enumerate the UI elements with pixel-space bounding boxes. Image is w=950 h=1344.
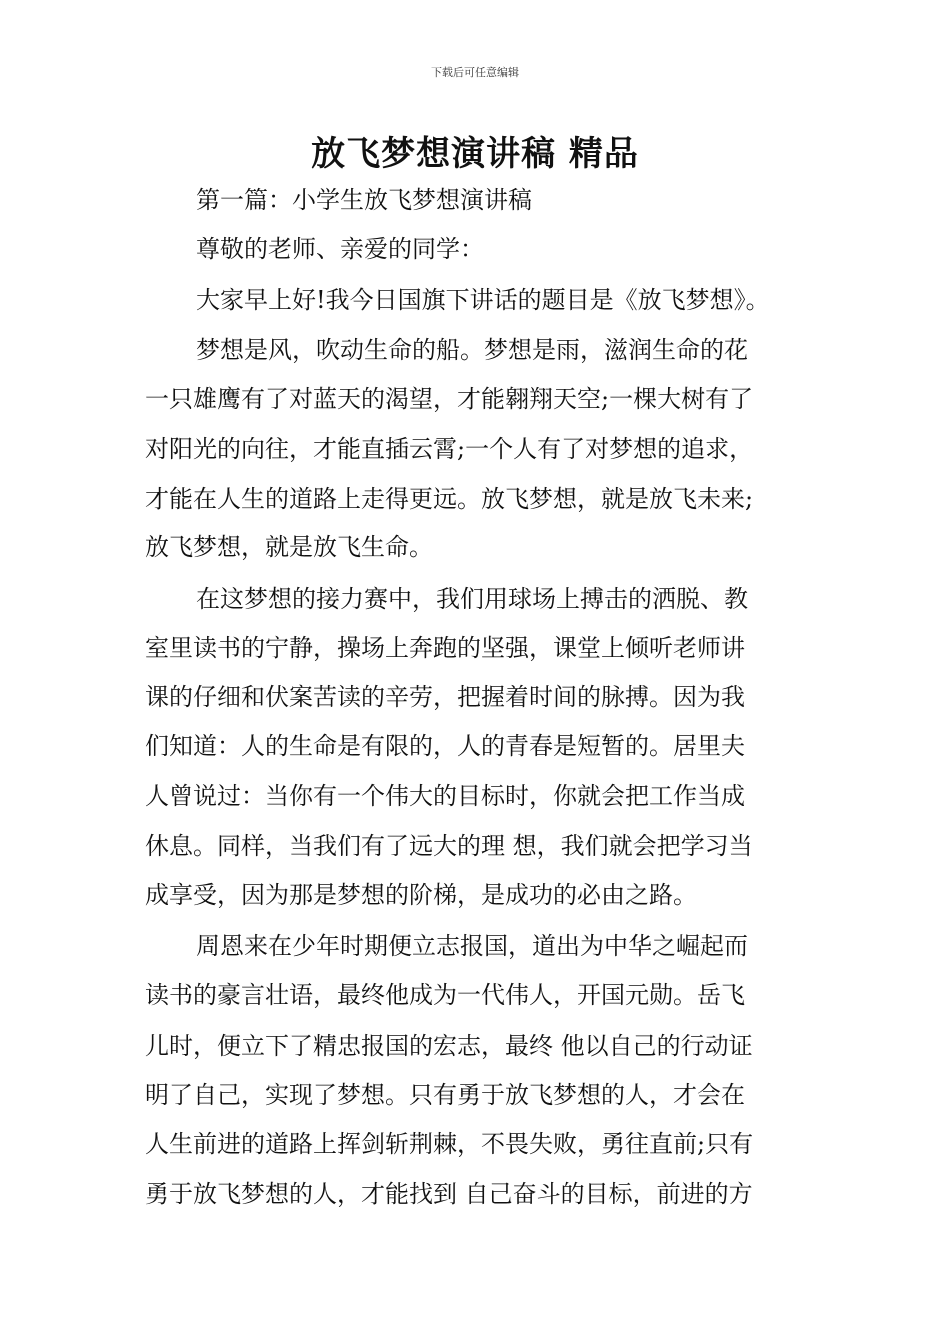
body-line: 明了自己，实现了梦想。只有勇于放飞梦想的人，才会在 — [145, 1081, 745, 1109]
body-line: 周恩来在少年时期便立志报国，道出为中华之崛起而 — [196, 932, 748, 960]
body-line: 室里读书的宁静，操场上奔跑的坚强，课堂上倾听老师讲 — [145, 634, 745, 662]
body-line: 勇于放飞梦想的人，才能找到 自己奋斗的目标，前进的方 — [145, 1180, 753, 1208]
body-line: 儿时，便立下了精忠报国的宏志，最终 他以自己的行动证 — [145, 1032, 753, 1060]
page-title: 放飞梦想演讲稿 精品 — [311, 134, 639, 174]
body-line: 在这梦想的接力赛中，我们用球场上搏击的洒脱、教 — [196, 585, 748, 613]
body-line: 休息。同样，当我们有了远大的理 想，我们就会把学习当 — [145, 832, 753, 860]
body-line: 放飞梦想，就是放飞生命。 — [145, 533, 433, 561]
body-line: 梦想是风，吹动生命的船。梦想是雨，滋润生命的花 — [196, 336, 748, 364]
body-line: 对阳光的向往，才能直插云霄;一个人有了对梦想的追求， — [145, 435, 754, 463]
body-line: 人曾说过：当你有一个伟大的目标时，你就会把工作当成 — [145, 782, 745, 810]
body-line: 人生前进的道路上挥剑斩荆棘，不畏失败，勇往直前;只有 — [145, 1130, 754, 1158]
header-note: 下载后可任意编辑 — [431, 66, 519, 79]
body-line: 成享受，因为那是梦想的阶梯，是成功的必由之路。 — [145, 881, 697, 909]
body-line: 读书的豪言壮语，最终他成为一代伟人，开国元勋。岳飞 — [145, 981, 745, 1009]
salutation: 尊敬的老师、亲爱的同学： — [196, 235, 484, 263]
body-line: 才能在人生的道路上走得更远。放飞梦想，就是放飞未来; — [145, 485, 754, 513]
body-line: 一只雄鹰有了对蓝天的渴望，才能翱翔天空;一棵大树有了 — [145, 385, 754, 413]
section-heading: 第一篇：小学生放飞梦想演讲稿 — [196, 186, 532, 214]
body-line: 课的仔细和伏案苦读的辛劳，把握着时间的脉搏。因为我 — [145, 683, 745, 711]
body-line: 们知道：人的生命是有限的，人的青春是短暂的。居里夫 — [145, 732, 745, 760]
body-line: 大家早上好!我今日国旗下讲话的题目是《放飞梦想》。 — [196, 286, 770, 314]
